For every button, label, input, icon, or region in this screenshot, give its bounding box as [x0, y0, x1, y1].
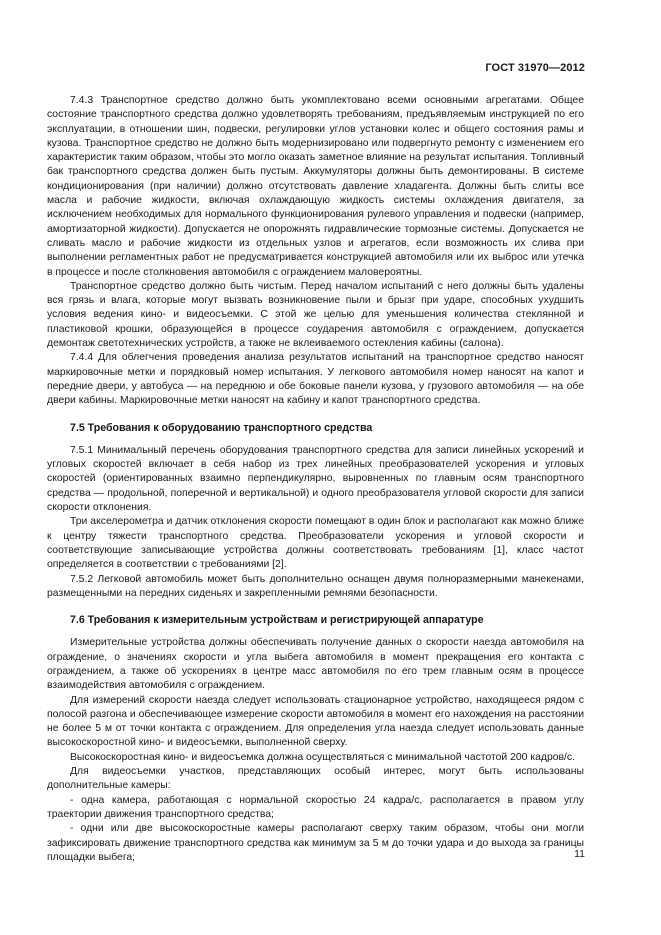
paragraph-7-4-3: 7.4.3 Транспортное средство должно быть укомплектовано всеми основными агрегатами. Общее состояние транспортного средства должно удовлетворять требованиям, предъявляемым инструкцией по его эксплуатации, в отношении шин, подвески, регулировки углов установки колес и общего состояния рамы и кузова. Транспортное средство не должно быть модернизировано или подвергнуто ремонту с изменением его характеристик таким образом, чтобы это могло оказать заметное влияние на результат испытания. Топливный бак транспортного средства должен быть пустым. Аккумуляторы должны быть демонтированы. В системе кондиционирования (при наличии) должно отсутствовать давление хладагента. Должны быть слиты все масла и рабочие жидкости, включая охлаждающую жидкость системы охлаждения двигателя, за исключением необходимых для нормального функционирования рулевого управления и подвески (например, амортизаторной жидкости). Допускается не опорожнять гидравлические тормозные системы. Допускается не сливать масло и рабочие жидкости из отдельных узлов и агрегатов, если возможность их слива при выполнении регламентных работ не предусматривается конструкцией автомобиля или их выброс или утечка в процессе и после столкновения автомобиля с ограждением маловероятны.: [47, 95, 584, 278]
section-7-5-heading: 7.5 Требования к оборудованию транспортного средства: [70, 421, 373, 434]
paragraph-7-5-2: 7.5.2 Легковой автомобиль может быть дополнительно оснащен двумя полноразмерными манекенами, размещенными на передних сиденьях и закрепленными ремнями безопасности.: [47, 573, 584, 599]
standard-header: ГОСТ 31970—2012: [485, 62, 585, 74]
page-number: 11: [574, 848, 585, 860]
document-body: [47, 94, 584, 865]
paragraph-accelerometers: Три акселерометра и датчик отклонения скорости помещают в один блок и располагают как можно ближе к центру тяжести транспортного средства. Преобразователи ускорения и угловой скорости и соответствующие записывающие устройства должны соответствовать требованиям [1], класс частот определяется в соответствии с требованиями [2].: [47, 516, 584, 571]
paragraph-measuring-devices: Измерительные устройства должны обеспечивать получение данных о скорости наезда автомобиля на ограждение, о значениях скорости и угла выбега автомобиля в момент прекращения его контакта с ограждением, а также об ускорениях в центре масс автомобиля по его трем главным осям в процессе взаимодействия автомобиля с ограждением.: [47, 637, 584, 692]
paragraph-impact-speed: Для измерений скорости наезда следует использовать стационарное устройство, находящееся рядом с полосой разгона и обеспечивающее измерение скорости автомобиля в момент его нахождения на расстоянии не более 5 м от точки контакта с ограждением. Для определения угла наезда следует использовать данные высокоскоростной кино- и видеосъемки, выполненной сверху.: [47, 694, 584, 749]
paragraph-7-5-1: 7.5.1 Минимальный перечень оборудования транспортного средства для записи линейных ускорений и угловых скоростей включает в себя набор из трех линейных преобразователей ускорения и угловых скоростей (ориентированных взаимно перпендикулярно, выровненных по главным осям транспортного средства — продольной, поперечной и вертикальной) и одного преобразователя угловой скорости для записи скорости отклонения.: [47, 444, 584, 514]
section-7-6-heading: 7.6 Требования к измерительным устройствам и регистрирующей аппаратуре: [70, 614, 484, 627]
list-item-normal-camera: - одна камера, работающая с нормальной скоростью 24 кадра/с, располагается в правом углу траектории движения транспортного средства;: [47, 794, 584, 820]
paragraph-additional-cameras: Для видеосъемки участков, представляющих особый интерес, могут быть использованы дополнительные камеры:: [47, 766, 584, 792]
paragraph-high-speed-filming: Высокоскоростная кино- и видеосъемка должна осуществляться с минимальной частотой 200 кадров/с.: [70, 751, 575, 763]
list-item-overhead-cameras: - одни или две высокоскоростные камеры располагают сверху таким образом, чтобы они могли зафиксировать движение транспортного средства как минимум за 5 м до точки удара и до выхода за границы площадки выбега;: [47, 823, 584, 863]
paragraph-vehicle-clean: Транспортное средство должно быть чистым. Перед началом испытаний с него должны быть удалены вся грязь и влага, которые могут вызвать возникновение пыли и брызг при ударе, способных ухудшить условия ведения кино- и видеосъемки. С этой же целью для уменьшения количества стеклянной и пластиковой крошки, образующейся в процессе соударения автомобиля с ограждением, допускается демонтаж светотехнических устройств, а также не вклеиваемого остекления кабины (салона).: [47, 280, 584, 350]
paragraph-7-4-4: 7.4.4 Для облегчения проведения анализа результатов испытаний на транспортное средство наносят маркировочные метки и порядковый номер испытания. У легкового автомобиля номер наносят на капот и передние двери, у автобуса — на переднюю и обе боковые панели кузова, у грузового автомобиля — на обе двери кабины. Маркировочные метки наносят на кабину и капот транспортного средства.: [47, 352, 584, 407]
